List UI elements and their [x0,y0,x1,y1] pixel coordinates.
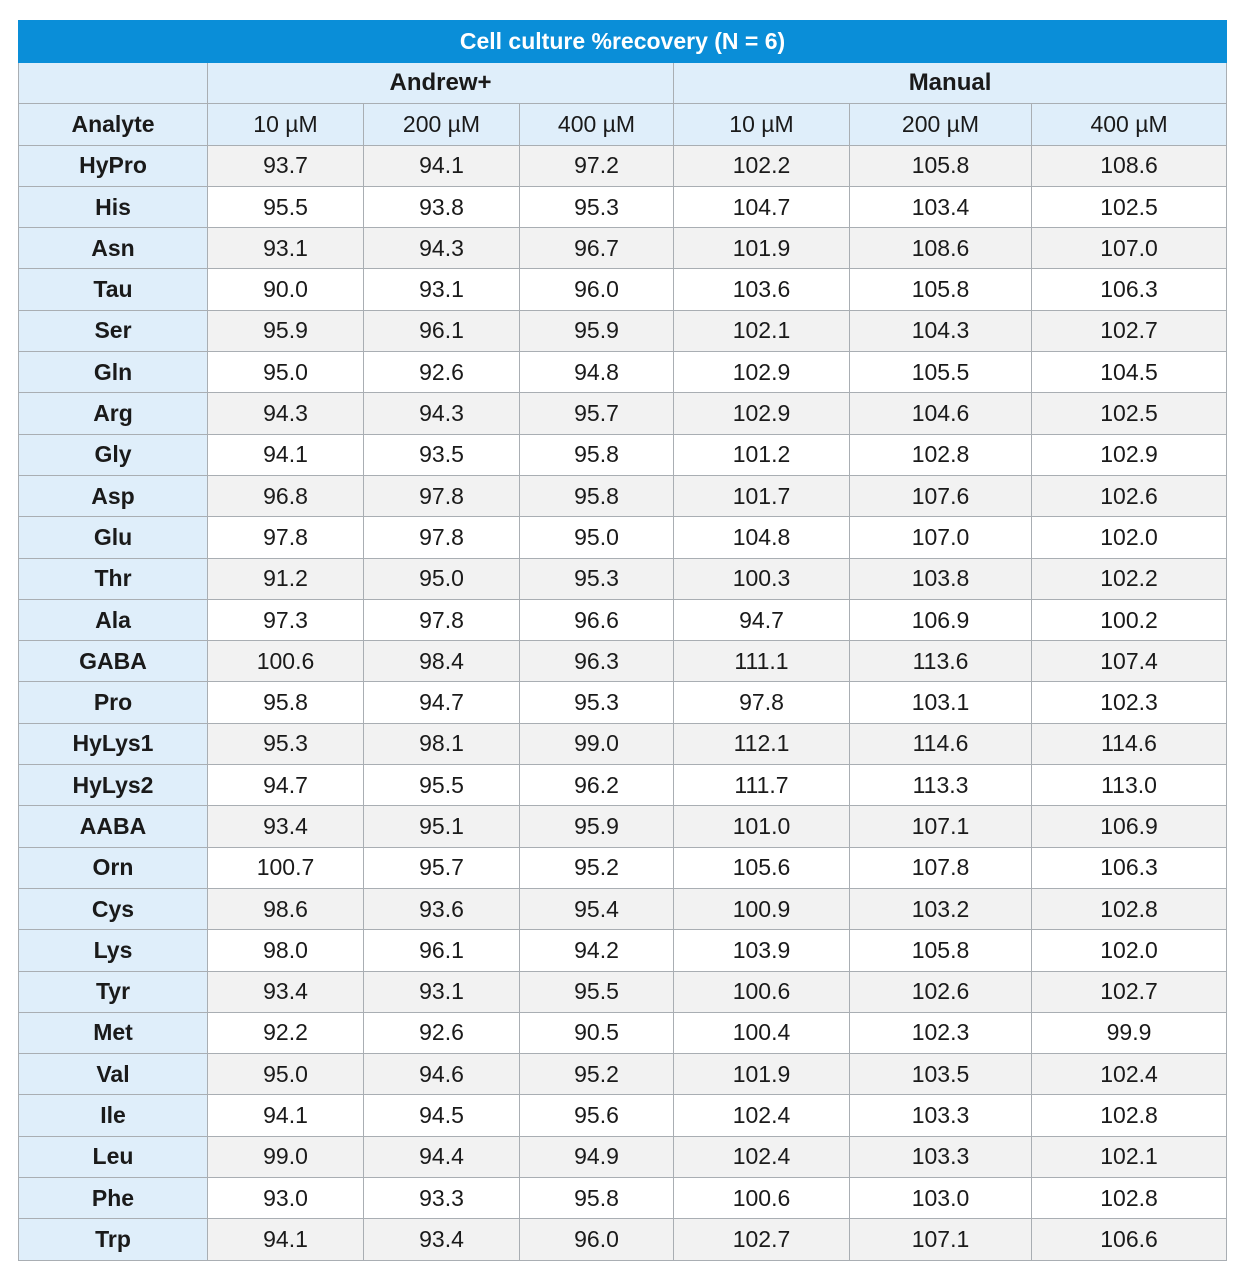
value-cell: 102.7 [1032,971,1227,1012]
value-cell: 94.3 [364,393,520,434]
value-cell: 107.1 [850,806,1032,847]
value-cell: 102.7 [1032,310,1227,351]
value-cell: 105.6 [674,847,850,888]
table-row [19,228,1227,269]
analyte-cell: AABA [19,806,208,847]
group-header-empty [19,63,208,104]
table-row [19,310,1227,351]
value-cell: 91.2 [208,558,364,599]
value-cell: 97.8 [208,517,364,558]
value-cell: 102.6 [1032,475,1227,516]
table-row [19,930,1227,971]
table-row [19,847,1227,888]
value-cell: 94.7 [674,599,850,640]
value-cell: 107.1 [850,1219,1032,1260]
value-cell: 101.9 [674,228,850,269]
title-row [19,21,1227,63]
analyte-cell: HyLys2 [19,765,208,806]
group-header-andrew: Andrew+ [208,63,674,104]
value-cell: 102.3 [850,1012,1032,1053]
value-cell: 102.1 [1032,1136,1227,1177]
value-cell: 103.4 [850,186,1032,227]
table-row [19,1095,1227,1136]
value-cell: 102.9 [674,352,850,393]
column-header: 200 µM [364,104,520,145]
analyte-cell: Orn [19,847,208,888]
table-row [19,1136,1227,1177]
value-cell: 113.3 [850,765,1032,806]
analyte-cell: Gln [19,352,208,393]
table-row [19,475,1227,516]
value-cell: 93.1 [364,269,520,310]
value-cell: 98.1 [364,723,520,764]
analyte-cell: His [19,186,208,227]
value-cell: 93.7 [208,145,364,186]
table-row [19,806,1227,847]
recovery-table-container [18,20,1226,1261]
value-cell: 93.8 [364,186,520,227]
value-cell: 96.7 [520,228,674,269]
value-cell: 100.9 [674,888,850,929]
value-cell: 94.5 [364,1095,520,1136]
value-cell: 104.6 [850,393,1032,434]
value-cell: 107.0 [850,517,1032,558]
value-cell: 102.3 [1032,682,1227,723]
table-row [19,269,1227,310]
value-cell: 95.7 [520,393,674,434]
table-row [19,971,1227,1012]
value-cell: 103.2 [850,888,1032,929]
value-cell: 104.5 [1032,352,1227,393]
value-cell: 102.2 [1032,558,1227,599]
value-cell: 103.3 [850,1136,1032,1177]
value-cell: 107.8 [850,847,1032,888]
value-cell: 95.5 [520,971,674,1012]
value-cell: 104.3 [850,310,1032,351]
analyte-cell: Tau [19,269,208,310]
value-cell: 102.2 [674,145,850,186]
analyte-cell: HyLys1 [19,723,208,764]
table-row [19,765,1227,806]
value-cell: 105.8 [850,930,1032,971]
analyte-cell: Ser [19,310,208,351]
value-cell: 95.2 [520,1054,674,1095]
value-cell: 103.3 [850,1095,1032,1136]
value-cell: 114.6 [850,723,1032,764]
value-cell: 101.0 [674,806,850,847]
value-cell: 95.0 [520,517,674,558]
value-cell: 100.4 [674,1012,850,1053]
value-cell: 105.8 [850,145,1032,186]
value-cell: 99.0 [208,1136,364,1177]
value-cell: 98.4 [364,641,520,682]
analyte-cell: Phe [19,1178,208,1219]
value-cell: 100.6 [208,641,364,682]
value-cell: 102.1 [674,310,850,351]
value-cell: 107.4 [1032,641,1227,682]
value-cell: 106.9 [850,599,1032,640]
value-cell: 113.0 [1032,765,1227,806]
column-header: 400 µM [1032,104,1227,145]
analyte-cell: Asp [19,475,208,516]
value-cell: 114.6 [1032,723,1227,764]
value-cell: 106.3 [1032,269,1227,310]
value-cell: 95.8 [520,434,674,475]
value-cell: 95.0 [364,558,520,599]
value-cell: 97.8 [364,517,520,558]
table-row [19,1178,1227,1219]
value-cell: 100.7 [208,847,364,888]
table-row [19,1012,1227,1053]
table-body [19,145,1227,1260]
value-cell: 97.3 [208,599,364,640]
value-cell: 103.0 [850,1178,1032,1219]
value-cell: 99.9 [1032,1012,1227,1053]
table-row [19,1054,1227,1095]
analyte-cell: Glu [19,517,208,558]
value-cell: 94.1 [208,434,364,475]
column-header: 10 µM [208,104,364,145]
value-cell: 100.3 [674,558,850,599]
table-row [19,682,1227,723]
analyte-cell: Val [19,1054,208,1095]
value-cell: 96.1 [364,930,520,971]
value-cell: 107.0 [1032,228,1227,269]
value-cell: 93.1 [208,228,364,269]
value-cell: 93.1 [364,971,520,1012]
value-cell: 94.3 [364,228,520,269]
value-cell: 95.7 [364,847,520,888]
value-cell: 94.3 [208,393,364,434]
value-cell: 99.0 [520,723,674,764]
value-cell: 95.8 [520,1178,674,1219]
table-title: Cell culture %recovery (N = 6) [19,21,1227,63]
value-cell: 95.8 [208,682,364,723]
group-header-row [19,63,1227,104]
value-cell: 95.3 [520,186,674,227]
table-row [19,434,1227,475]
value-cell: 102.4 [674,1095,850,1136]
column-header: 400 µM [520,104,674,145]
value-cell: 96.1 [364,310,520,351]
table-row [19,517,1227,558]
value-cell: 95.0 [208,352,364,393]
value-cell: 92.6 [364,352,520,393]
value-cell: 102.9 [674,393,850,434]
analyte-cell: Asn [19,228,208,269]
analyte-cell: Trp [19,1219,208,1260]
value-cell: 94.1 [364,145,520,186]
table-row [19,186,1227,227]
value-cell: 104.7 [674,186,850,227]
value-cell: 111.7 [674,765,850,806]
value-cell: 113.6 [850,641,1032,682]
value-cell: 108.6 [850,228,1032,269]
analyte-cell: HyPro [19,145,208,186]
value-cell: 95.1 [364,806,520,847]
value-cell: 94.8 [520,352,674,393]
table-row [19,352,1227,393]
value-cell: 97.8 [364,599,520,640]
value-cell: 95.3 [208,723,364,764]
value-cell: 100.6 [674,971,850,1012]
table-row [19,599,1227,640]
value-cell: 96.8 [208,475,364,516]
value-cell: 98.6 [208,888,364,929]
table-row [19,723,1227,764]
column-header: 10 µM [674,104,850,145]
table-row [19,145,1227,186]
column-header-analyte: Analyte [19,104,208,145]
table-row [19,393,1227,434]
analyte-cell: Gly [19,434,208,475]
value-cell: 94.1 [208,1219,364,1260]
analyte-cell: GABA [19,641,208,682]
value-cell: 94.1 [208,1095,364,1136]
value-cell: 106.9 [1032,806,1227,847]
value-cell: 94.7 [208,765,364,806]
value-cell: 97.2 [520,145,674,186]
table-row [19,1219,1227,1260]
value-cell: 100.2 [1032,599,1227,640]
analyte-cell: Tyr [19,971,208,1012]
table-row [19,888,1227,929]
group-header-manual: Manual [674,63,1227,104]
value-cell: 95.9 [520,310,674,351]
value-cell: 102.8 [850,434,1032,475]
value-cell: 96.6 [520,599,674,640]
value-cell: 103.6 [674,269,850,310]
value-cell: 94.9 [520,1136,674,1177]
value-cell: 101.9 [674,1054,850,1095]
value-cell: 102.4 [1032,1054,1227,1095]
recovery-table [18,20,1227,1261]
value-cell: 102.5 [1032,186,1227,227]
analyte-cell: Arg [19,393,208,434]
value-cell: 93.5 [364,434,520,475]
value-cell: 107.6 [850,475,1032,516]
value-cell: 102.0 [1032,930,1227,971]
analyte-cell: Thr [19,558,208,599]
value-cell: 112.1 [674,723,850,764]
value-cell: 102.5 [1032,393,1227,434]
analyte-cell: Lys [19,930,208,971]
value-cell: 92.6 [364,1012,520,1053]
value-cell: 104.8 [674,517,850,558]
value-cell: 111.1 [674,641,850,682]
value-cell: 103.8 [850,558,1032,599]
value-cell: 94.4 [364,1136,520,1177]
value-cell: 97.8 [364,475,520,516]
value-cell: 103.5 [850,1054,1032,1095]
value-cell: 93.6 [364,888,520,929]
analyte-cell: Met [19,1012,208,1053]
value-cell: 102.7 [674,1219,850,1260]
value-cell: 96.0 [520,269,674,310]
value-cell: 103.1 [850,682,1032,723]
value-cell: 93.4 [208,806,364,847]
analyte-cell: Pro [19,682,208,723]
value-cell: 101.2 [674,434,850,475]
value-cell: 108.6 [1032,145,1227,186]
value-cell: 102.0 [1032,517,1227,558]
value-cell: 94.2 [520,930,674,971]
value-cell: 93.0 [208,1178,364,1219]
value-cell: 90.0 [208,269,364,310]
value-cell: 96.3 [520,641,674,682]
value-cell: 95.5 [364,765,520,806]
value-cell: 106.6 [1032,1219,1227,1260]
value-cell: 96.0 [520,1219,674,1260]
value-cell: 95.3 [520,682,674,723]
value-cell: 93.3 [364,1178,520,1219]
value-cell: 101.7 [674,475,850,516]
table-row [19,641,1227,682]
value-cell: 102.8 [1032,888,1227,929]
value-cell: 102.8 [1032,1095,1227,1136]
analyte-cell: Leu [19,1136,208,1177]
value-cell: 98.0 [208,930,364,971]
value-cell: 94.7 [364,682,520,723]
value-cell: 102.6 [850,971,1032,1012]
analyte-cell: Cys [19,888,208,929]
analyte-cell: Ala [19,599,208,640]
table-row [19,558,1227,599]
value-cell: 103.9 [674,930,850,971]
value-cell: 97.8 [674,682,850,723]
value-cell: 106.3 [1032,847,1227,888]
value-cell: 95.3 [520,558,674,599]
analyte-cell: Ile [19,1095,208,1136]
value-cell: 96.2 [520,765,674,806]
value-cell: 93.4 [208,971,364,1012]
value-cell: 95.5 [208,186,364,227]
column-header-row [19,104,1227,145]
value-cell: 95.9 [208,310,364,351]
value-cell: 105.5 [850,352,1032,393]
value-cell: 94.6 [364,1054,520,1095]
column-header: 200 µM [850,104,1032,145]
value-cell: 90.5 [520,1012,674,1053]
value-cell: 102.9 [1032,434,1227,475]
value-cell: 102.4 [674,1136,850,1177]
value-cell: 93.4 [364,1219,520,1260]
value-cell: 102.8 [1032,1178,1227,1219]
value-cell: 95.2 [520,847,674,888]
value-cell: 95.8 [520,475,674,516]
value-cell: 105.8 [850,269,1032,310]
value-cell: 92.2 [208,1012,364,1053]
value-cell: 95.0 [208,1054,364,1095]
value-cell: 95.9 [520,806,674,847]
value-cell: 95.4 [520,888,674,929]
value-cell: 100.6 [674,1178,850,1219]
value-cell: 95.6 [520,1095,674,1136]
